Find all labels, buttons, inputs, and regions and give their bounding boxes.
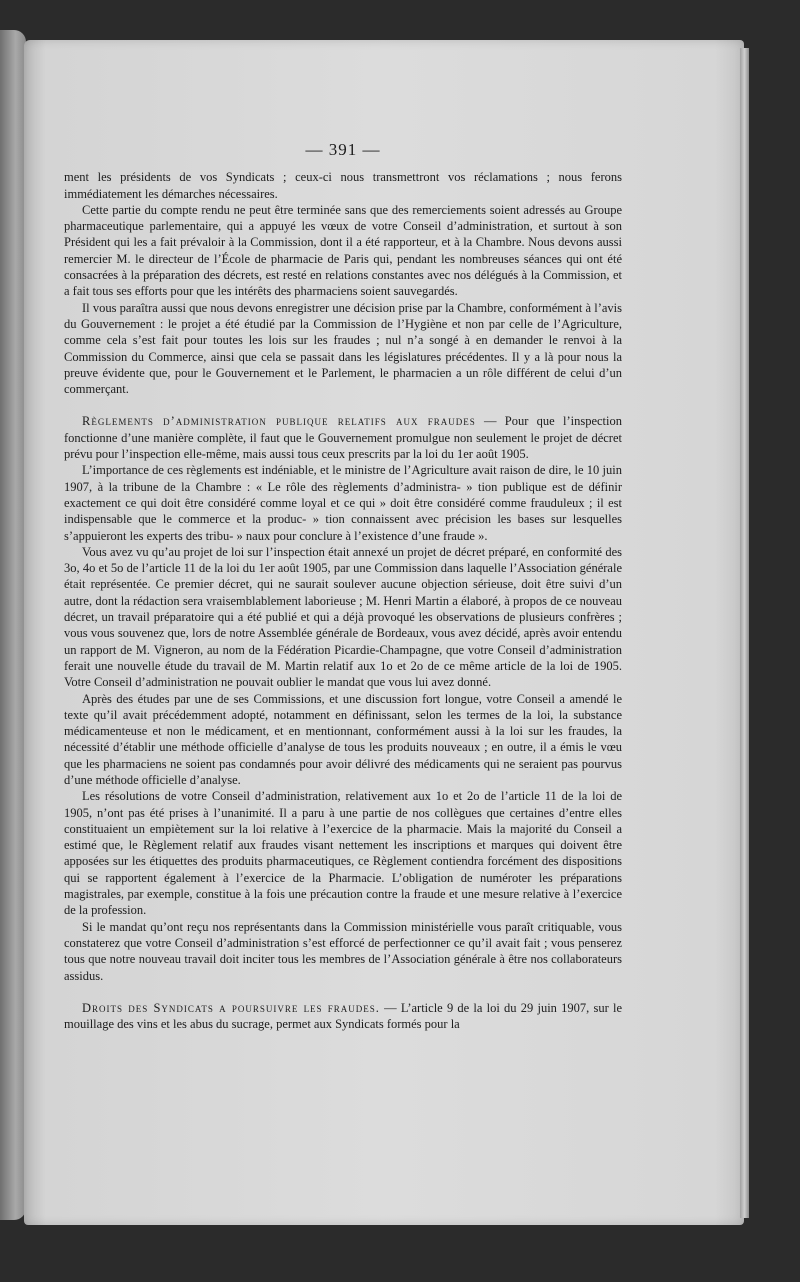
section-text: — L’article 9 de la loi du 29 juin 1907, sur le mouillage des vins et les abus du sucrage, permet aux Syndicats formés pour la xyxy=(64,1000,622,1032)
paragraph: Vous avez vu qu’au projet de loi sur l’inspection était annexé un projet de décret préparé, en conformité des 3o, 4o et 5o de l’article 11 de la loi du 1er août 1905, par une Commission dans laquelle l’Association générale était représentée. Ce premier décret, qui ne saurait soulever aucune objection sérieuse, doit être suivi d’un autre, dont la rédaction sera vraisemblablement laborieuse ; M. Henri Martin a élaboré, à propos de ce nouveau décret, un travail préparatoire qui a été publié et qui a déjà provoqué les observations de plusieurs confrères ; vous vous souvenez que, lors de notre Assemblée générale de Bordeaux, vous avez décidé, après avoir entendu un rapport de M. Vigneron, au nom de la Fédération Picardie-Champagne, que votre Conseil d’administration ferait une nouvelle étude du travail de M. Martin relatif aux 1o et 2o de ce même article de la loi de 1905. Votre Conseil d’administration ne pouvait oublier le mandat que vous lui avez donné. xyxy=(64,544,622,690)
paragraph: Si le mandat qu’ont reçu nos représentants dans la Commission ministérielle vous paraît critiquable, vous constaterez que votre Conseil d’administration s’est efforcé de perfectionner ce qu’il avait fait ; vous penserez tous que notre nouveau travail doit inciter tous les membres de l’Association générale à être nos collaborateurs assidus. xyxy=(64,919,622,983)
page-content xyxy=(64,142,622,1032)
page-number: — 391 — xyxy=(305,140,381,159)
paragraph: Cette partie du compte rendu ne peut être terminée sans que des remerciements soient adressés au Groupe pharmaceutique parlementaire, qui a appuyé les vœux de votre Conseil d’administration, et surtout à son Président qui les a fait prévaloir à la Commission, dont il a été rapporteur, et à la Chambre. Nous devons aussi remercier M. le directeur de l’École de pharmacie de Paris qui, pendant les nombreuses séances qui ont été consacrées à la préparation des décrets, est resté en relations constantes avec nos délégués à la Commission, et a fait tous ses efforts pour que les intérêts des pharmaciens soient sauvegardés. xyxy=(64,202,622,299)
section-text: — Pour que l’inspection fonctionne d’une manière complète, il faut que le Gouvernement promulgue non seulement le projet de décret prévu pour l’inspection elle-même, mais aussi tous ceux prescrits par la loi du 1er août 1905. xyxy=(64,414,622,462)
section-heading: Droits des Syndicats a poursuivre les fraudes. xyxy=(82,1000,380,1015)
paragraph: Les résolutions de votre Conseil d’administration, relativement aux 1o et 2o de l’article 11 de la loi de 1905, n’ont pas été prises à l’unanimité. Il a paru à une partie de nos collègues que certaines d’entre elles constituaient un empiètement sur la loi relative à l’exercice de la pharmacie. Mais la majorité du Conseil a estimé que, le Règlement relatif aux fraudes visant nettement les inscriptions et marques qui doivent être apposées sur les étiquettes des produits pharmaceutiques, ce Règlement contiendra forcément des dispositions qui se rapportent également à l’exercice de la Pharmacie. L’obligation de numéroter les préparations magistrales, par exemple, constitue à la fois une précaution contre la fraude et une mesure relative à l’exercice de la profession. xyxy=(64,789,622,918)
page-stack-edge xyxy=(740,48,749,1218)
paragraph: L’importance de ces règlements est indéniable, et le ministre de l’Agriculture avait raison de dire, le 10 juin 1907, à la tribune de la Chambre : « Le rôle des règlements d’administra- » tion publique est de définir exactement ce qui doit être considéré comme loyal et ce qui » doit être considéré comme frauduleux ; il est indispensable que le commerce et la produc- » tion connaissent avec précision les bases sur lesquelles s’appuieront les experts des tribu- » naux pour conclure à l’existence d’une fraude ». xyxy=(64,463,622,543)
paragraph: ment les présidents de vos Syndicats ; ceux-ci nous transmettront vos réclamations ; nous ferons immédiatement les démarches nécessaires. xyxy=(64,170,622,201)
paragraph: Après des études par une de ses Commissions, et une discussion fort longue, votre Conseil a amendé le texte qu’il avait précédemment adopté, notamment en définissant, selon les termes de la loi, la substance médicamenteuse et non le médicament, et en mentionnant, conformément aussi à la loi sur les fraudes, la nécessité d’établir une méthode officielle d’analyse de tous les produits nouveaux ; en outre, il a émis le vœu que les pharmaciens ne soient pas condamnés pour avoir délivré des médicaments qui ne seraient pas pourvus d’une méthode officielle d’analyse. xyxy=(64,691,622,787)
section-paragraph xyxy=(64,413,622,462)
paragraph: Il vous paraîtra aussi que nous devons enregistrer une décision prise par la Chambre, conformément à l’avis du Gouvernement : le projet a été étudié par la Commission de l’Hygiène et non par celle de l’Agriculture, comme cela s’est fait pour toutes les lois sur les fraudes ; nul n’a songé à en demander le renvoi à la Commission du Commerce, ainsi que cela se passait dans les législatures précédentes. Il y a là pour nous la preuve évidente que, pour le Gouvernement et le Parlement, le pharmacien a un rôle différent de celui d’un commerçant. xyxy=(64,300,622,397)
section-spacer xyxy=(64,397,622,413)
section-paragraph xyxy=(64,1000,622,1033)
section-heading: Règlements d’administration publique relatifs aux fraudes xyxy=(82,414,476,429)
adjacent-page-edge xyxy=(0,30,26,1220)
section-spacer xyxy=(64,984,622,1000)
